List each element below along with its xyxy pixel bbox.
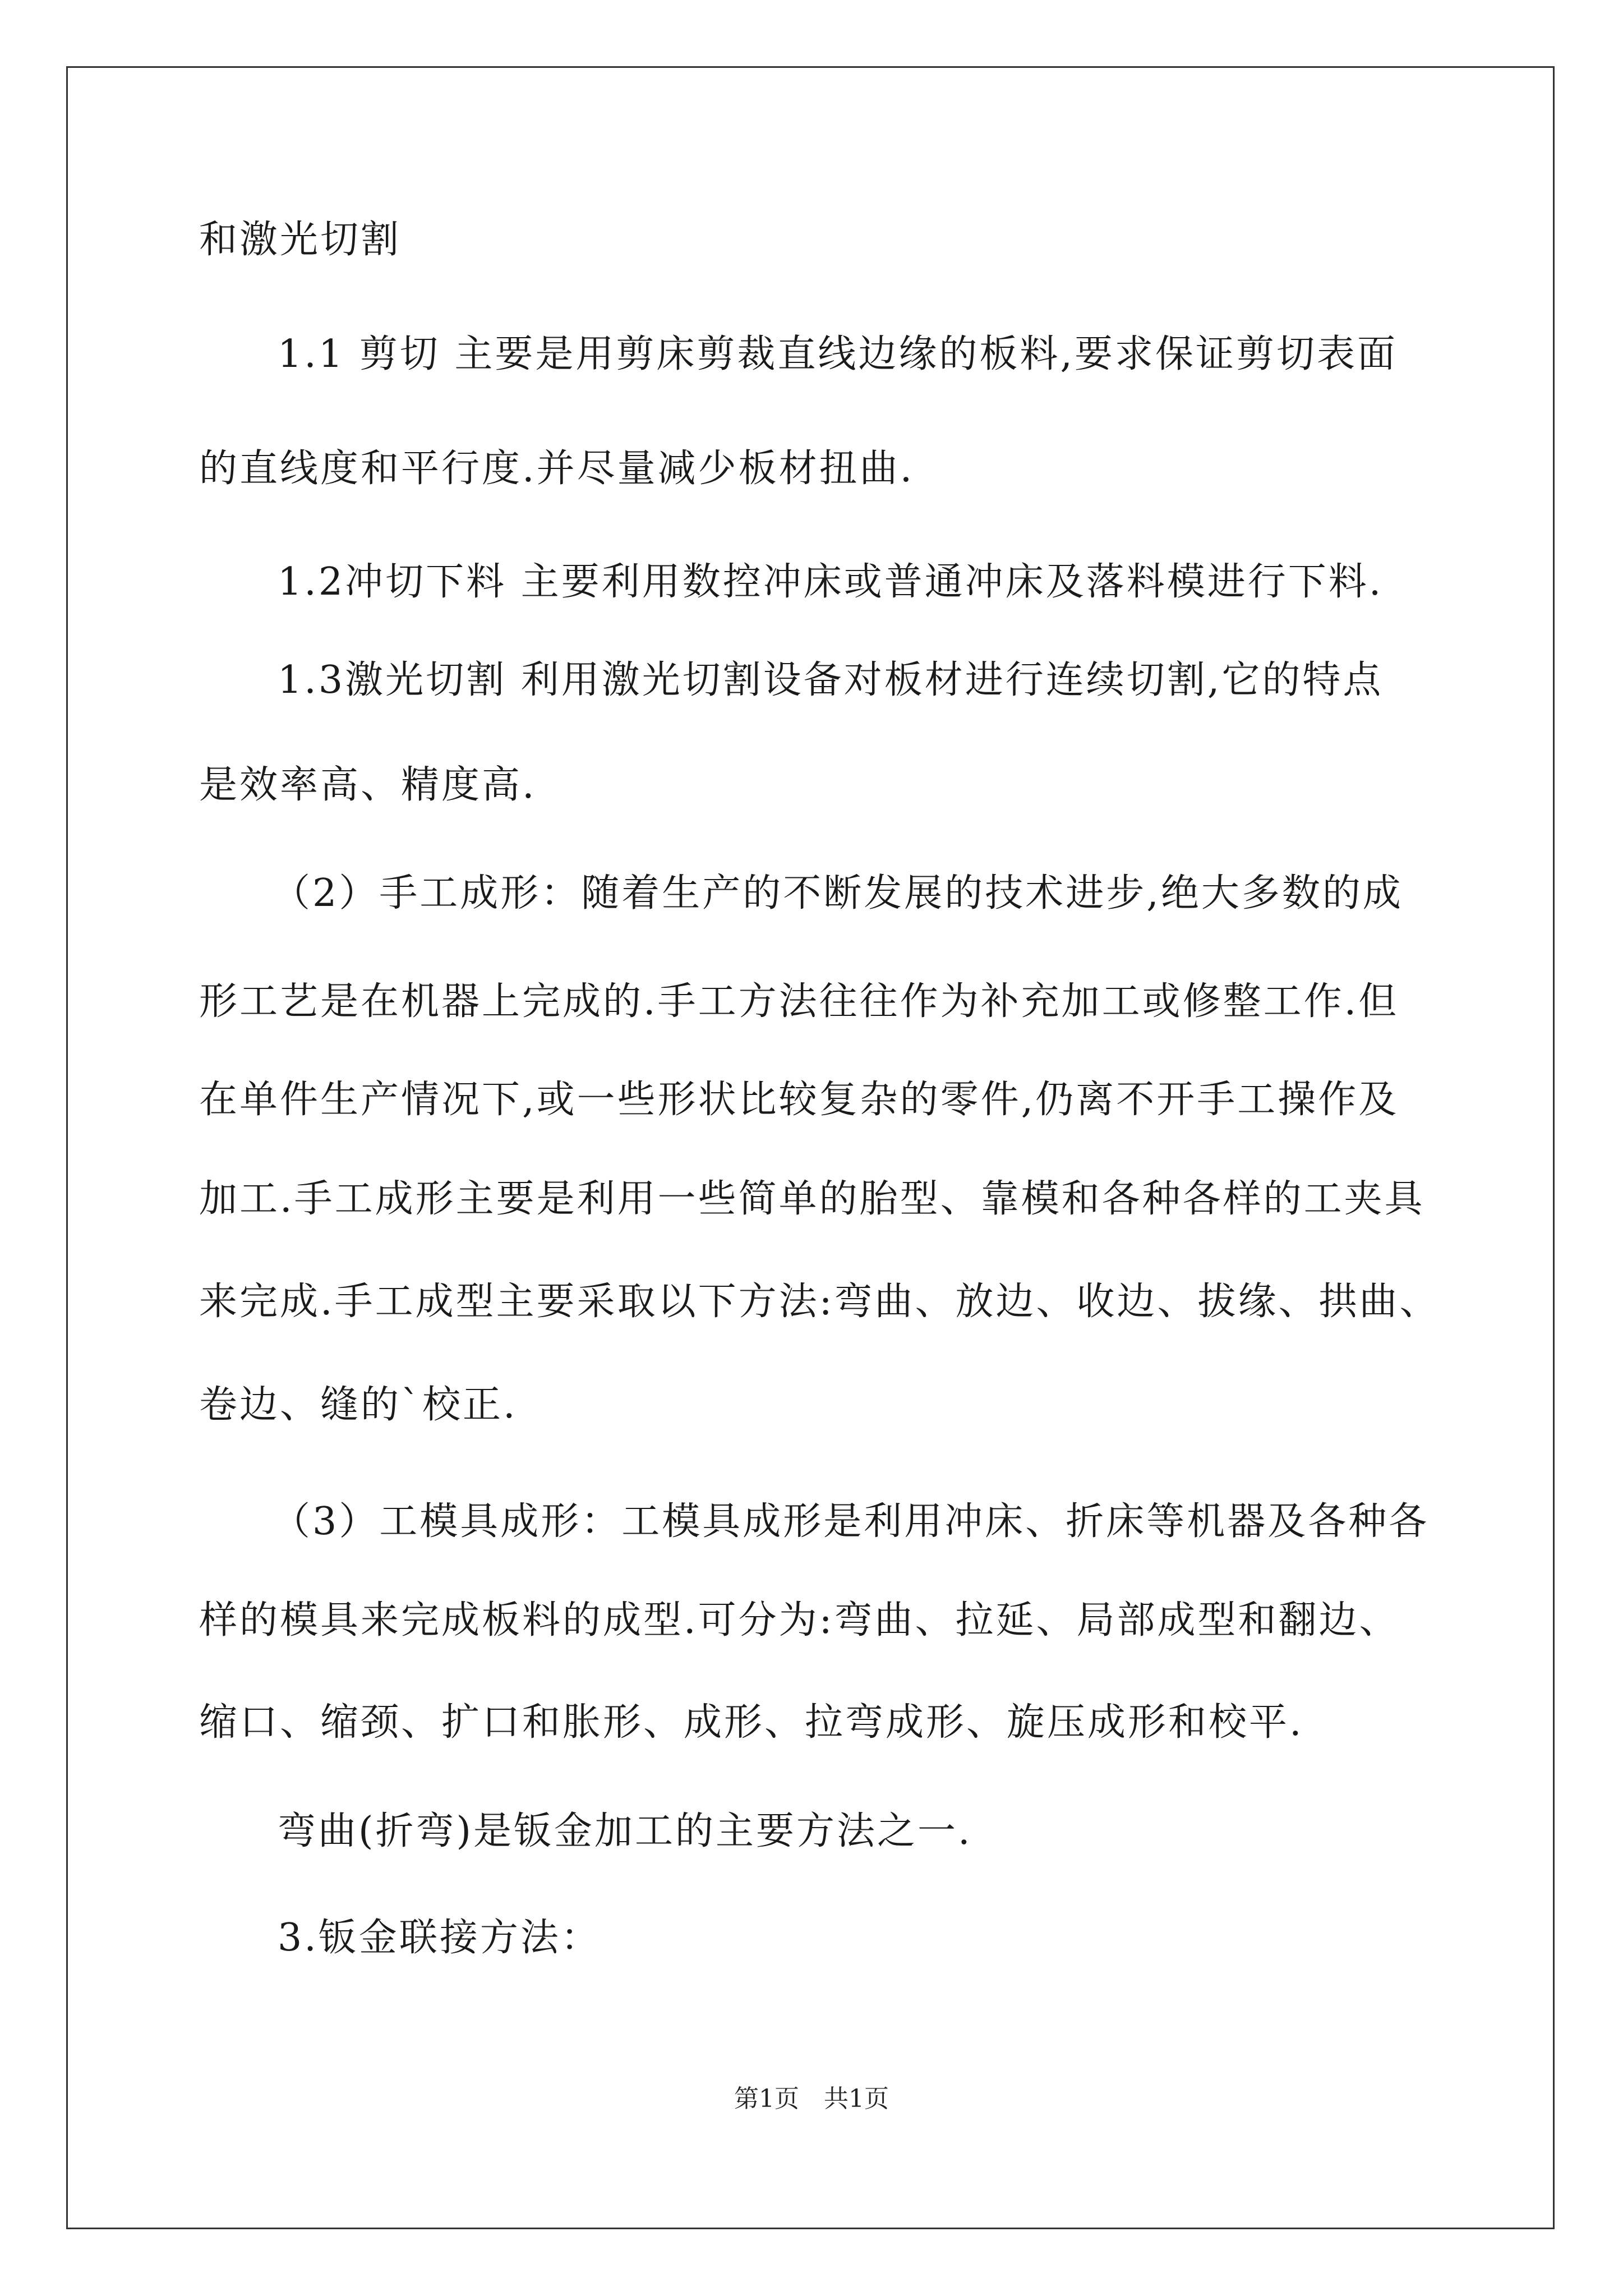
text-line: 加工.手工成形主要是利用一些简单的胎型、靠模和各种各样的工夹具	[199, 1177, 1425, 1221]
page-border	[66, 66, 1555, 2229]
text-line: 1.3激光切割 利用激光切割设备对板材进行连续切割,它的特点	[278, 658, 1384, 702]
text-line: （2）手工成形：随着生产的不断发展的技术进步,绝大多数的成	[272, 871, 1403, 915]
text-line: 是效率高、精度高.	[199, 763, 537, 807]
text-line: （3）工模具成形：工模具成形是利用冲床、折床等机器及各种各	[272, 1499, 1430, 1544]
text-line: 1.1 剪切 主要是用剪床剪裁直线边缘的板料,要求保证剪切表面	[278, 332, 1398, 376]
text-line: 缩口、缩颈、扩口和胀形、成形、拉弯成形、旋压成形和校平.	[199, 1700, 1304, 1745]
text-line: 和激光切割	[199, 218, 402, 262]
text-line: 弯曲(折弯)是钣金加工的主要方法之一.	[278, 1809, 972, 1853]
text-line: 3.钣金联接方法：	[278, 1916, 601, 1960]
text-line: 在单件生产情况下,或一些形状比较复杂的零件,仍离不开手工操作及	[199, 1078, 1399, 1122]
text-line: 样的模具来完成板料的成型.可分为:弯曲、拉延、局部成型和翻边、	[199, 1598, 1400, 1642]
text-line: 形工艺是在机器上完成的.手工方法往往作为补充加工或修整工作.但	[199, 979, 1399, 1024]
text-line: 卷边、缝的`校正.	[199, 1383, 518, 1427]
text-line: 1.2冲切下料 主要利用数控冲床或普通冲床及落料模进行下料.	[278, 560, 1384, 604]
text-line: 来完成.手工成型主要采取以下方法:弯曲、放边、收边、拔缘、拱曲、	[199, 1280, 1440, 1324]
text-line: 的直线度和平行度.并尽量减少板材扭曲.	[199, 447, 915, 491]
page-footer: 第1页 共1页	[734, 2085, 889, 2113]
